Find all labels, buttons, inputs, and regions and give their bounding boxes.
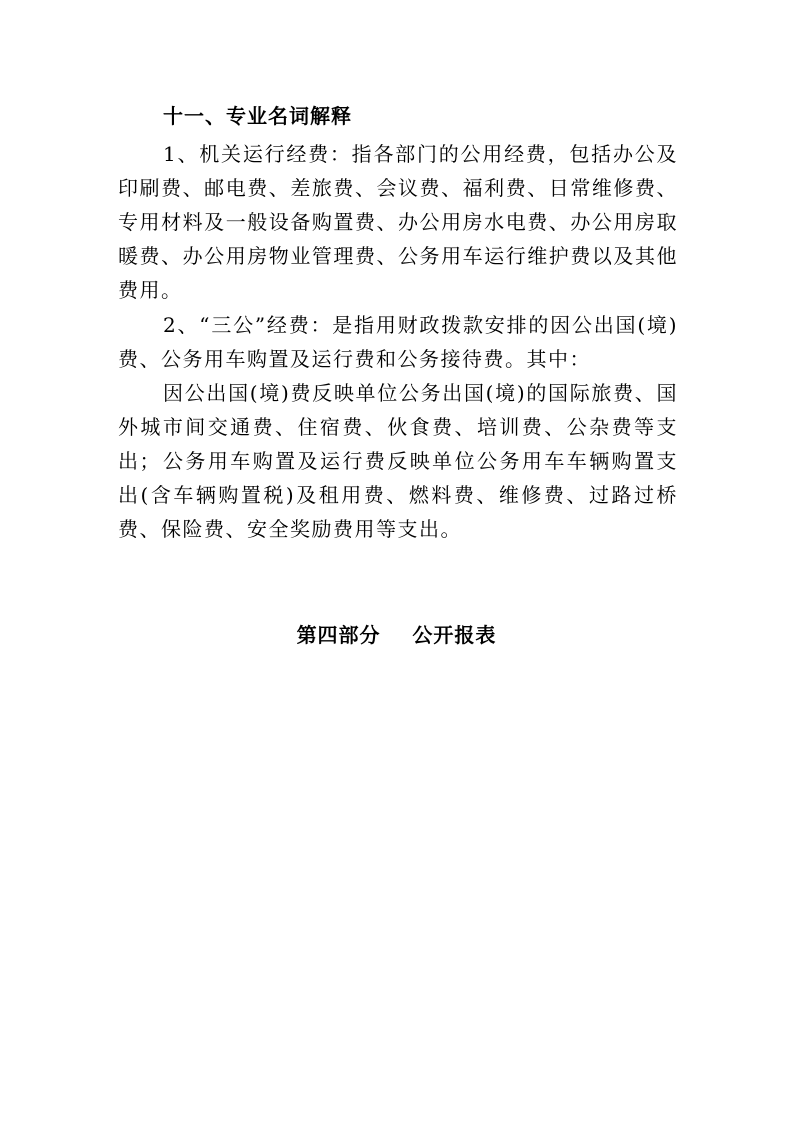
paragraph-three-public-expenses: 2、“三公”经费：是指用财政拨款安排的因公出国(境)费、公务用车购置及运行费和公务接待费。其中： [118, 313, 678, 371]
paragraph-official-vehicles: 公务用车购置及运行费反映单位公务用车车辆购置支出(含车辆购置税)及租用费、燃料费、维修费、过路过桥费、保险费、安全奖励费用等支出。 [118, 449, 678, 541]
part-heading: 第四部分 公开报表 [296, 623, 497, 647]
section-heading: 十一、专业名词解释 [163, 104, 352, 128]
paragraph-operating-expenses: 1、机关运行经费：指各部门的公用经费，包括办公及印刷费、邮电费、差旅费、会议费、福利费、日常维修费、专用材料及一般设备购置费、办公用房水电费、办公用房取暖费、办公用房物业管理费、公务用车运行维护费以及其他费用。 [118, 142, 678, 302]
paragraph-overseas-travel: 因公出国(境)费反映单位公务出国(境)的国际旅费、国外城市间交通费、住宿费、伙食费、培训费、公杂费等支出； [118, 381, 678, 473]
